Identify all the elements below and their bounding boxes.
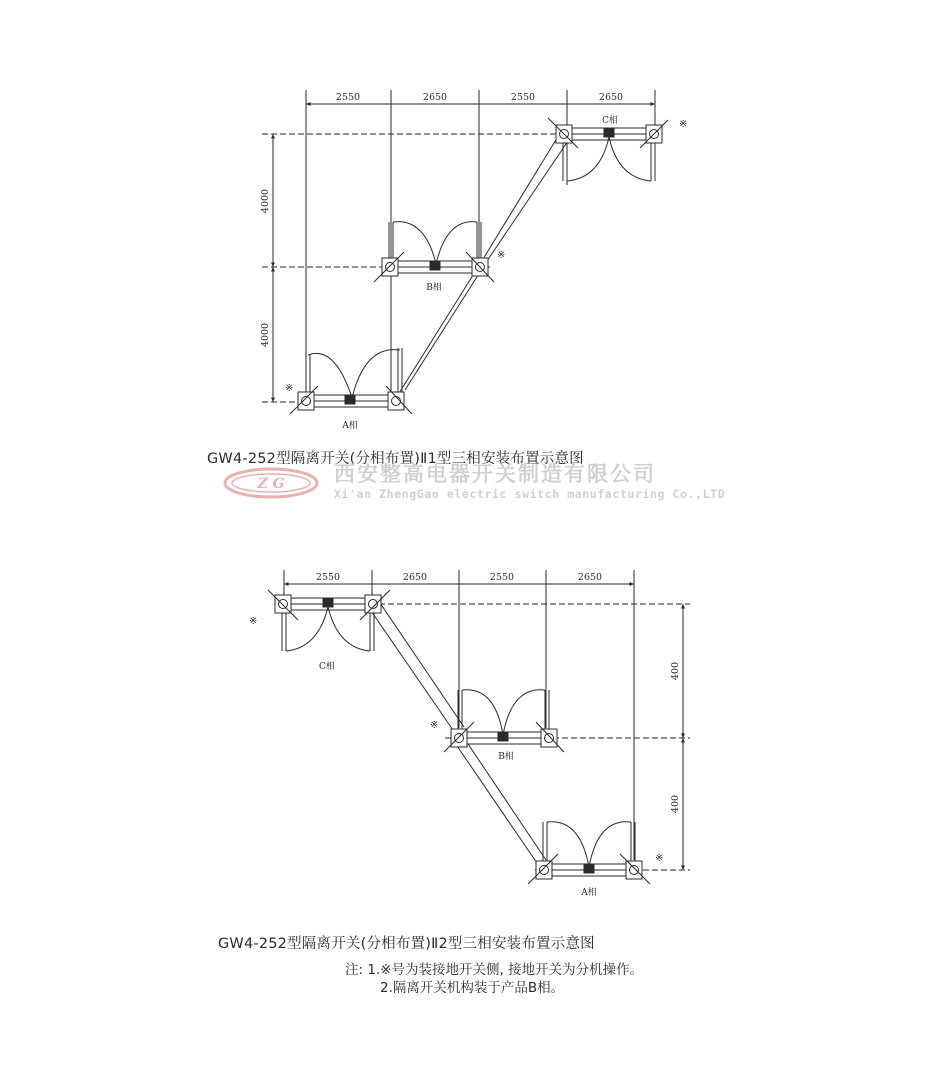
d1-dim-top-1: 2550 [335,92,361,103]
note-line-2: 2.隔离开关机构装于产品B相。 [380,980,565,996]
d1-ground-mark-a: ※ [285,383,294,394]
phase-c-switch-1 [548,118,668,181]
phase-c-switch-2 [268,590,390,651]
d1-dim-top-4: 2650 [598,92,624,103]
d2-dim-right-1: 400 [670,661,681,681]
company-logo-text: Z G [257,476,285,492]
d2-label-b: B相 [498,752,514,762]
d2-ground-mark-a: ※ [655,853,664,864]
note-line-1: 注: 1.※号为装接地开关侧, 接地开关为分机操作。 [345,962,644,978]
d2-dim-right-2: 400 [670,794,681,814]
d2-dim-top-1: 2550 [315,572,341,583]
company-name-en: Xi'an ZhengGao electric switch manufacturing Co.,LTD [334,487,726,501]
company-name-cn: 西安整高电器开关制造有限公司 [334,462,656,486]
phase-a-switch-1 [290,348,412,414]
diagram-1-caption: GW4-252型隔离开关(分相布置)Ⅱ1型三相安装布置示意图 [207,451,584,467]
phase-a-switch-2 [528,822,650,884]
d1-label-b: B相 [426,283,442,293]
d2-ground-mark-b: ※ [430,720,439,731]
diagram-2 [268,570,690,884]
d1-ground-mark-c: ※ [679,119,688,130]
d1-dim-top-2: 2650 [422,92,448,103]
d2-label-c: C相 [319,662,335,672]
d2-label-a: A相 [581,888,597,898]
d2-dim-top-2: 2650 [402,572,428,583]
d1-ground-mark-b: ※ [497,250,506,261]
diagram-2-caption: GW4-252型隔离开关(分相布置)Ⅱ2型三相安装布置示意图 [218,936,595,952]
d2-dim-top-4: 2650 [577,572,603,583]
company-logo [222,466,320,500]
d2-dim-top-3: 2550 [489,572,515,583]
diagram-1 [262,90,668,414]
d2-ground-mark-c: ※ [249,616,258,627]
phase-b-switch-1 [374,222,494,282]
d1-label-c: C相 [602,116,618,126]
d1-dim-top-3: 2550 [510,92,536,103]
d1-dim-left-2: 4000 [260,322,271,348]
d1-dim-left-1: 4000 [260,188,271,214]
d1-label-a: A相 [342,421,358,431]
